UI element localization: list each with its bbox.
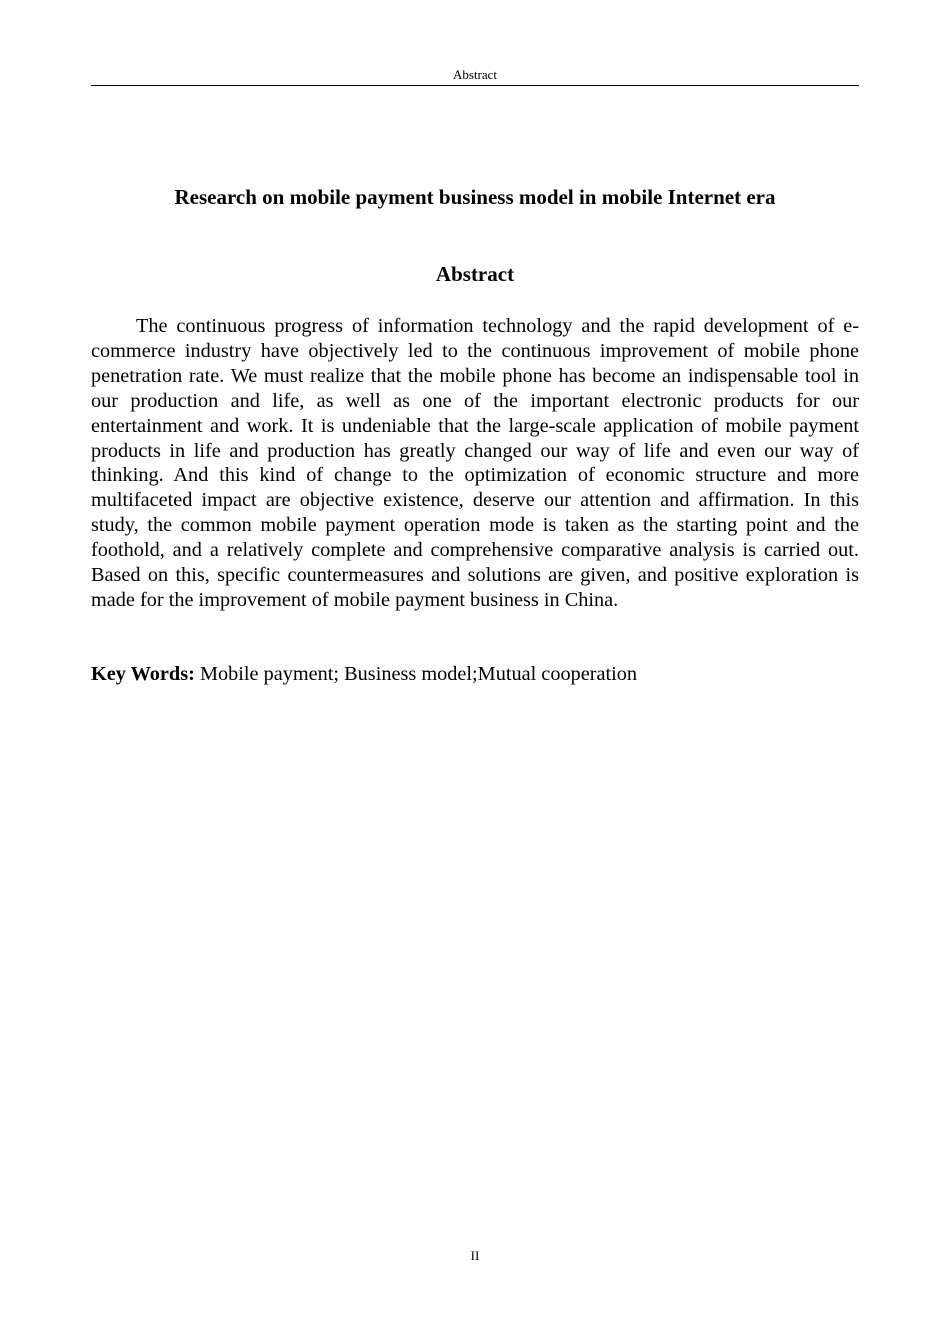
keywords-line bbox=[91, 662, 859, 687]
abstract-heading: Abstract bbox=[435, 262, 515, 286]
page-number: II bbox=[470, 1248, 480, 1263]
keywords-label: Key Words: bbox=[91, 663, 195, 685]
document-title: Research on mobile payment business model in mobile Internet era bbox=[174, 185, 776, 209]
abstract-paragraph: The continuous progress of information technology and the rapid development of e-commerce industry have objectively led to the continuous improvement of mobile phone penetration rate. We must realize that the mobile phone has become an indispensable tool in our production and life, as well as one of the important electronic products for our entertainment and work. It is undeniable that the large-scale application of mobile payment products in life and production has greatly changed our way of life and even our way of thinking. And this kind of change to the optimization of economic structure and more multifaceted impact are objective existence, deserve our attention and affirmation. In this study, the common mobile payment operation mode is taken as the starting point and the foothold, and a relatively complete and comprehensive comparative analysis is carried out. Based on this, specific countermeasures and solutions are given, and positive exploration is made for the improvement of mobile payment business in China. bbox=[91, 315, 859, 611]
running-header: Abstract bbox=[452, 67, 498, 82]
header-divider bbox=[91, 85, 859, 86]
keywords-value: Mobile payment; Business model;Mutual cooperation bbox=[199, 663, 638, 685]
